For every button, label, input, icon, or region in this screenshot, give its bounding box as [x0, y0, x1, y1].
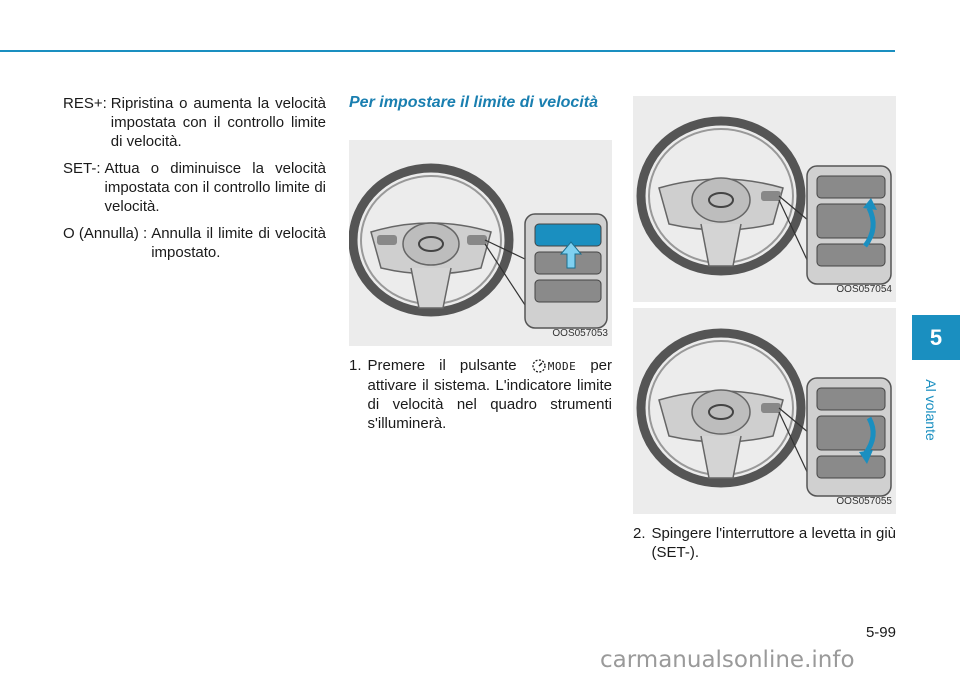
speedometer-icon: [531, 358, 547, 374]
definition-desc: Ripristina o aumenta la velocità impostata con il controllo limite di velocità.: [110, 95, 326, 150]
chapter-title-vertical: [919, 370, 943, 450]
chapter-title: Al volante: [923, 379, 939, 441]
definition-res: [63, 94, 326, 151]
watermark: carmanualsonline.info: [600, 647, 855, 673]
middle-column: [349, 94, 612, 433]
definition-term: O (Annulla) :: [63, 225, 148, 242]
definition-term: SET-:: [63, 160, 101, 177]
definition-desc: Attua o diminuisce la velocità impostata con il controllo limite di velocità.: [104, 160, 326, 215]
steering-wheel-illustration: [633, 96, 896, 302]
definition-cancel: [63, 224, 326, 262]
definition-set: [63, 159, 326, 216]
chapter-number: 5: [929, 324, 943, 350]
step-2: [633, 524, 896, 562]
steering-wheel-figure-res: [633, 96, 896, 302]
step-1: [349, 356, 612, 433]
right-column: [633, 96, 896, 562]
steering-wheel-illustration: [349, 140, 612, 346]
steering-wheel-figure-set: [633, 308, 896, 514]
mode-button-icon: [531, 357, 577, 376]
step-text: [368, 356, 612, 433]
figure-code: OOS057055: [836, 496, 892, 507]
section-heading: Per impostare il limite di velocità: [349, 94, 598, 111]
chapter-tab: [912, 315, 960, 360]
step-text-before: Premere il pulsante: [367, 357, 517, 374]
definition-term: RES+:: [63, 95, 107, 112]
steering-wheel-figure-mode: [349, 140, 612, 346]
step-text: Spingere l'interruttore a levetta in giù (SET-).: [651, 525, 896, 561]
left-column: [63, 94, 326, 270]
definition-desc: Annulla il limite di velocità impostato.: [151, 225, 326, 261]
step-number: 1.: [349, 357, 362, 374]
figure-code: OOS057053: [552, 328, 608, 339]
top-rule: [0, 50, 895, 52]
page-number: 5-99: [865, 624, 896, 641]
steering-wheel-illustration: [633, 308, 896, 514]
mode-label: MODE: [547, 359, 577, 373]
step-text-after: per attivare il sistema. L'indicatore limite di velocità nel quadro strumenti s'illuminerà.: [367, 357, 613, 432]
step-number: 2.: [633, 525, 646, 542]
figure-code: OOS057054: [836, 284, 892, 295]
